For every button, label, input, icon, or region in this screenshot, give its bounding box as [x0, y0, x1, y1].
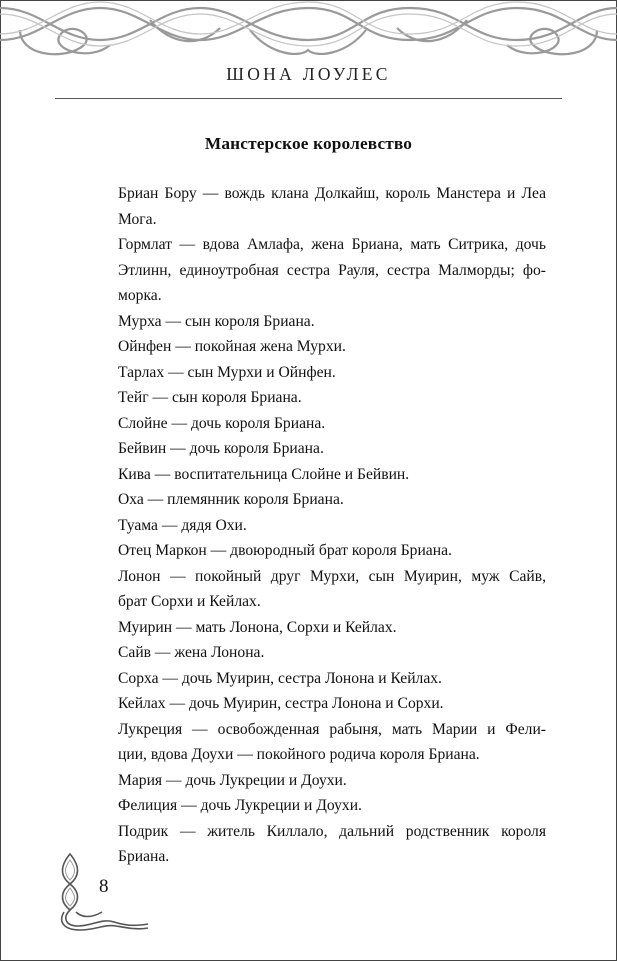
text-line: Тейг — сын короля Бриана. — [118, 389, 302, 406]
text-line: Муирин — мать Лонона, Сорхи и Кейлах. — [118, 618, 397, 636]
character-list — [118, 181, 546, 870]
text-line: Кива — воспитательница Слойне и Бейвин. — [118, 465, 410, 483]
text-line: морка. — [118, 287, 162, 304]
text-line: Оха — племянник короля Бриана. — [118, 491, 344, 508]
section-title: Манстерское королевство — [204, 134, 413, 153]
text-line: ции, вдова Доухи — покойного родича короля Бриана. — [118, 746, 480, 763]
page-number: 8 — [99, 876, 109, 897]
text-line: Сайв — жена Лонона. — [118, 644, 265, 661]
text-line: Подрик — житель Киллало, дальний родственник короля — [118, 822, 546, 840]
header-rule — [55, 98, 562, 99]
text-line: Бриан Бору — вождь клана Долкайш, король Манстера и Леа — [118, 185, 546, 202]
text-line: Лукреция — освобожденная рабыня, мать Марии и Фели- — [118, 720, 546, 738]
text-line: Ойнфен — покойная жена Мурхи. — [118, 338, 346, 355]
text-line: Мария — дочь Лукреции и Доухи. — [118, 771, 347, 789]
celtic-knot-header-ornament — [0, 0, 617, 70]
text-line: Гормлат — вдова Амлафа, жена Бриана, мать Ситрика, дочь — [118, 236, 546, 253]
text-line: Бейвин — дочь короля Бриана. — [118, 440, 324, 457]
text-line: Лонон — покойный друг Мурхи, сын Муирин, муж Сайв, — [118, 567, 546, 585]
text-line: Тарлах — сын Мурхи и Ойнфен. — [118, 363, 336, 381]
text-line: Мурха — сын короля Бриана. — [118, 312, 315, 330]
text-line: Слойне — дочь короля Бриана. — [118, 414, 326, 432]
text-line: Кейлах — дочь Муирин, сестра Лонона и Сорхи. — [118, 695, 444, 712]
text-line: Сорха — дочь Муирин, сестра Лонона и Кейлах. — [118, 669, 442, 687]
text-line: Фелиция — дочь Лукреции и Доухи. — [118, 797, 362, 814]
text-line: Мога. — [118, 210, 157, 228]
text-line: Отец Маркон — двоюродный брат короля Бриана. — [118, 542, 452, 559]
text-line: Этлинн, единоутробная сестра Рауля, сестра Малморды; фо- — [118, 261, 546, 279]
running-head: ШОНА ЛОУЛЕС — [226, 64, 391, 84]
text-line: брат Сорхи и Кейлах. — [118, 593, 261, 610]
text-line: Бриана. — [118, 848, 170, 865]
text-line: Туама — дядя Охи. — [118, 516, 247, 534]
